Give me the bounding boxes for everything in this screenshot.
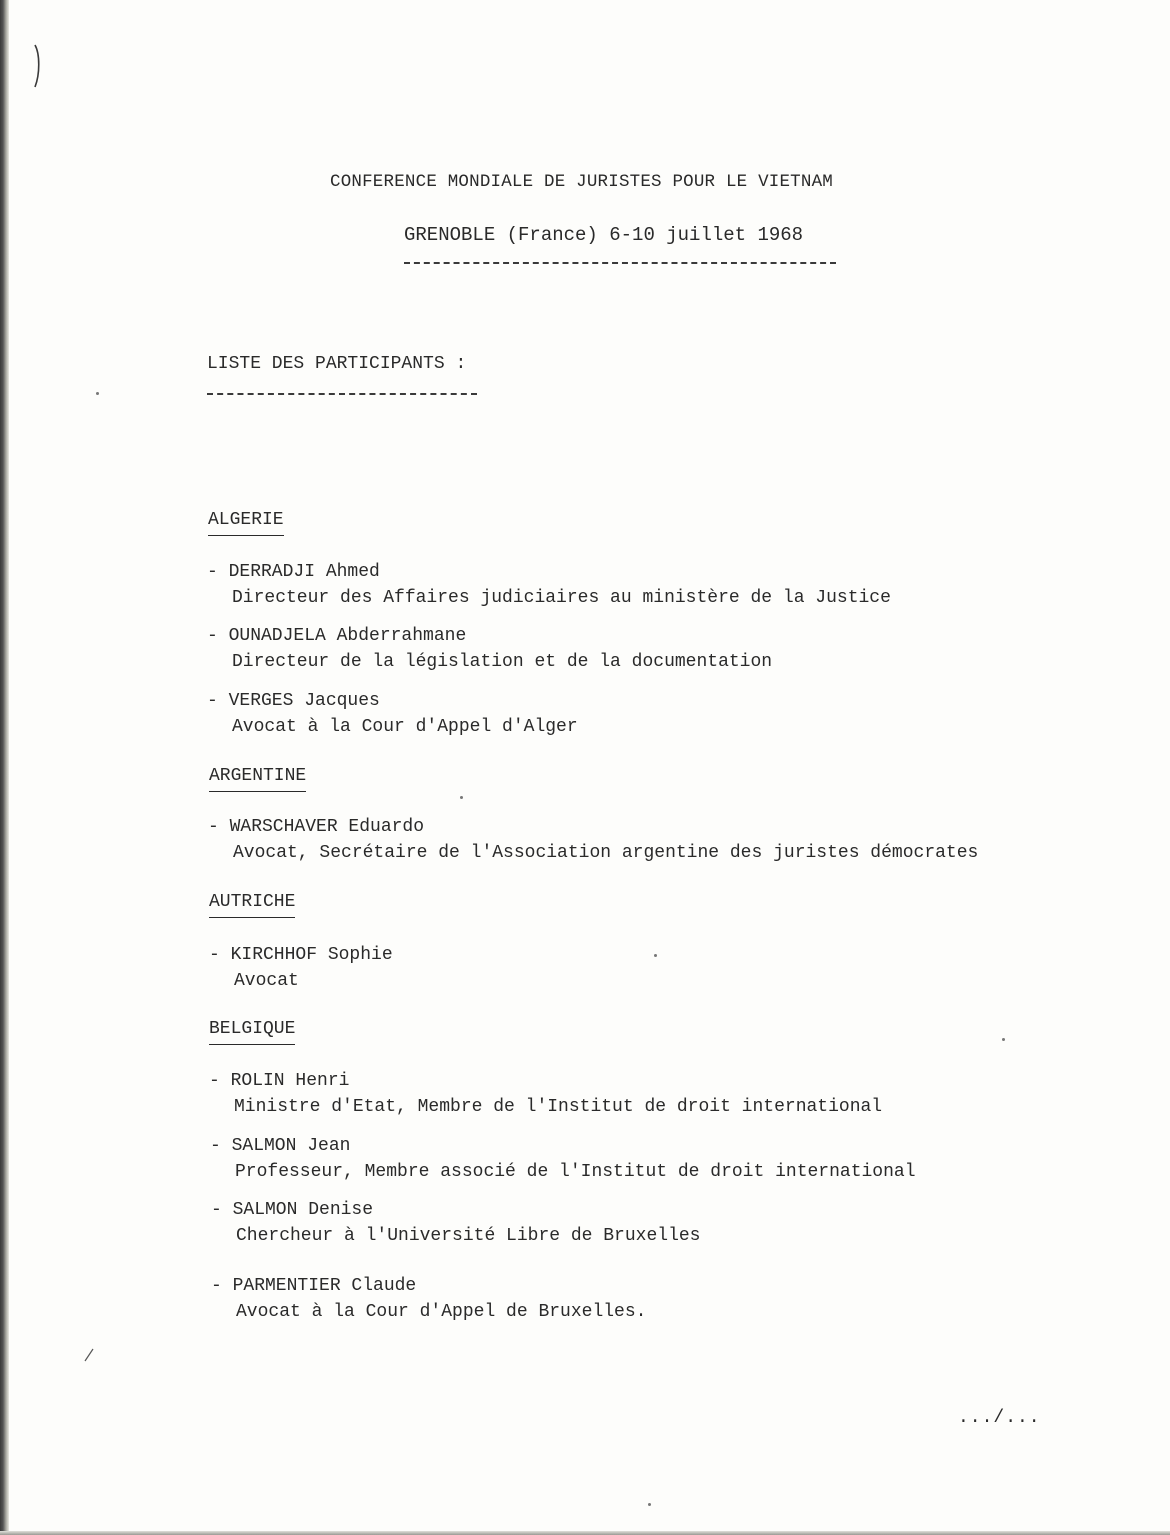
staple-mark-icon xyxy=(33,44,41,88)
participant-entry xyxy=(208,814,978,866)
participant-name: - KIRCHHOF Sophie xyxy=(209,945,393,965)
participant-role: Ministre d'Etat, Membre de l'Institut de droit international xyxy=(234,1097,883,1117)
participant-name: - ROLIN Henri xyxy=(209,1071,350,1091)
participant-name: - VERGES Jacques xyxy=(207,691,380,711)
participant-role: Avocat, Secrétaire de l'Association argentine des juristes démocrates xyxy=(233,843,979,863)
participant-entry xyxy=(207,623,772,675)
paper-speck xyxy=(96,392,99,395)
participants-list-heading: LISTE DES PARTICIPANTS : xyxy=(207,354,467,374)
country-heading-belgique: BELGIQUE xyxy=(209,1019,295,1045)
participant-role: Avocat à la Cour d'Appel de Bruxelles. xyxy=(236,1302,647,1322)
paper-speck xyxy=(648,1503,651,1506)
participant-role: Professeur, Membre associé de l'Institut de droit international xyxy=(235,1162,916,1182)
continuation-marker: .../... xyxy=(958,1408,1041,1428)
participant-entry xyxy=(207,559,891,611)
participant-name: - PARMENTIER Claude xyxy=(211,1276,417,1296)
participant-name: - OUNADJELA Abderrahmane xyxy=(207,626,467,646)
paper-speck xyxy=(654,954,657,957)
participant-name: - WARSCHAVER Eduardo xyxy=(208,817,425,837)
participant-entry xyxy=(211,1197,700,1249)
participant-name: - SALMON Denise xyxy=(211,1200,374,1220)
paper-speck xyxy=(1002,1038,1005,1041)
paper-left-edge xyxy=(0,0,9,1535)
participant-role: Avocat à la Cour d'Appel d'Alger xyxy=(232,717,578,737)
participant-role: Avocat xyxy=(234,971,299,991)
stray-pen-mark-icon xyxy=(84,1348,94,1362)
document-subtitle: GRENOBLE (France) 6-10 juillet 1968 xyxy=(404,224,804,246)
participant-role: Directeur des Affaires judiciaires au ministère de la Justice xyxy=(232,588,891,608)
participant-entry xyxy=(211,1273,646,1325)
paper-speck xyxy=(460,796,463,799)
participant-name: - SALMON Jean xyxy=(210,1136,351,1156)
participant-entry xyxy=(207,688,578,740)
participant-role: Chercheur à l'Université Libre de Bruxelles xyxy=(236,1226,701,1246)
participant-entry xyxy=(209,1068,882,1120)
country-heading-algerie: ALGERIE xyxy=(208,510,284,536)
document-title: CONFERENCE MONDIALE DE JURISTES POUR LE VIETNAM xyxy=(330,172,833,192)
country-heading-autriche: AUTRICHE xyxy=(209,892,295,918)
paper-bottom-edge xyxy=(0,1531,1170,1535)
header-dashed-rule xyxy=(404,262,836,264)
participant-role: Directeur de la législation et de la documentation xyxy=(232,652,773,672)
participant-name: - DERRADJI Ahmed xyxy=(207,562,380,582)
list-heading-dashed-rule xyxy=(207,393,477,395)
participant-entry xyxy=(209,942,393,994)
country-heading-argentine: ARGENTINE xyxy=(209,766,306,792)
participant-entry xyxy=(210,1133,916,1185)
